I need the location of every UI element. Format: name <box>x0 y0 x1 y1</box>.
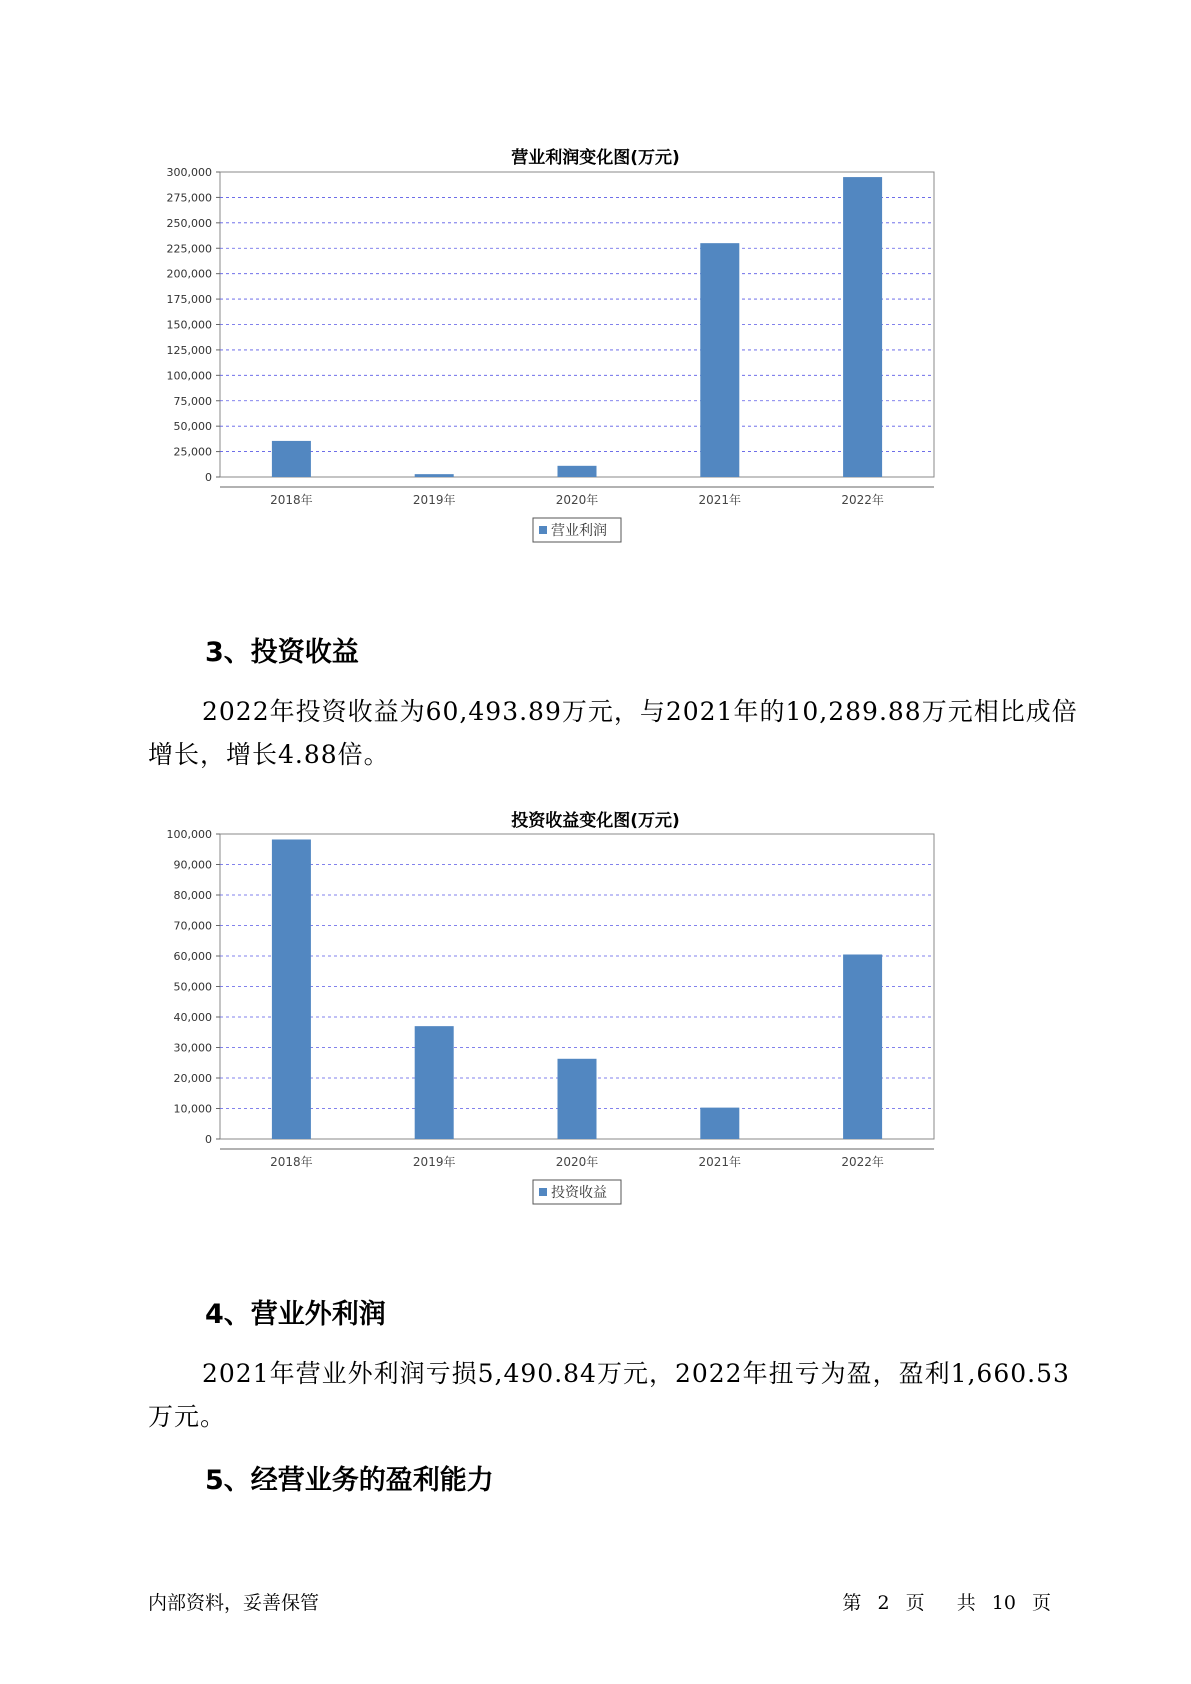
legend-label: 营业利润 <box>551 523 607 539</box>
y-tick-label: 20,000 <box>173 1072 212 1085</box>
y-tick-label: 70,000 <box>173 919 212 933</box>
operating-profit-chart <box>160 168 1020 588</box>
y-tick-label: 125,000 <box>166 343 212 357</box>
legend-label: 投资收益 <box>551 1185 607 1201</box>
bar-2022年 <box>843 177 882 477</box>
y-tick-label: 60,000 <box>173 950 212 963</box>
y-tick-label: 75,000 <box>173 394 212 408</box>
x-tick-label: 2020年 <box>555 1155 599 1169</box>
total-suffix: 页 <box>1031 1592 1051 1614</box>
operating-profit-chart-svg <box>160 168 1020 588</box>
y-tick-label: 100,000 <box>166 830 212 841</box>
section4-paragraph: 2021年营业外利润亏损5,490.84万元，2022年扭亏为盈，盈利1,660.53万元。 <box>148 1359 1070 1431</box>
section3-heading: 3、投资收益 <box>205 637 359 668</box>
x-tick-label: 2020年 <box>555 493 599 507</box>
bar-2022年 <box>843 954 882 1139</box>
total-pages: 10 <box>991 1592 1016 1614</box>
x-tick-label: 2022年 <box>841 493 884 507</box>
investment-income-chart <box>160 830 1020 1250</box>
y-tick-label: 175,000 <box>166 293 212 307</box>
page-prefix: 第 <box>842 1592 862 1614</box>
x-tick-label: 2021年 <box>698 493 742 507</box>
section3-paragraph: 2022年投资收益为60,493.89万元，与2021年的10,289.88万元相比成倍增长，增长4.88倍。 <box>148 697 1078 769</box>
y-tick-label: 90,000 <box>173 858 212 872</box>
footer-page-info <box>842 1588 1051 1615</box>
legend-swatch <box>539 1188 547 1196</box>
bar-2019年 <box>415 1026 454 1139</box>
y-tick-label: 150,000 <box>166 318 212 332</box>
y-tick-label: 250,000 <box>166 216 212 230</box>
bar-2020年 <box>558 1059 597 1139</box>
y-tick-label: 30,000 <box>173 1041 212 1055</box>
y-tick-label: 100,000 <box>166 369 212 383</box>
y-tick-label: 50,000 <box>173 420 212 434</box>
bar-2021年 <box>700 1108 739 1139</box>
x-tick-label: 2019年 <box>412 493 456 507</box>
page-suffix: 页 <box>905 1592 925 1614</box>
bar-2019年 <box>415 474 454 477</box>
y-tick-label: 225,000 <box>166 242 212 256</box>
bar-2021年 <box>700 243 739 477</box>
bar-2018年 <box>272 839 311 1139</box>
y-tick-label: 80,000 <box>173 889 212 902</box>
footer-confidential: 内部资料，妥善保管 <box>148 1592 320 1614</box>
y-tick-label: 200,000 <box>166 267 212 281</box>
page-number: 2 <box>877 1592 890 1614</box>
chart1-title: 营业利润变化图(万元) <box>511 148 680 168</box>
y-tick-label: 25,000 <box>173 445 212 459</box>
chart2-title: 投资收益变化图(万元) <box>511 811 680 831</box>
y-tick-label: 300,000 <box>166 168 212 179</box>
y-tick-label: 40,000 <box>173 1011 212 1024</box>
y-tick-label: 0 <box>205 1133 212 1146</box>
section4-heading: 4、营业外利润 <box>205 1299 386 1330</box>
x-tick-label: 2021年 <box>698 1155 742 1169</box>
x-tick-label: 2018年 <box>270 1155 313 1169</box>
y-tick-label: 10,000 <box>173 1102 212 1116</box>
investment-income-chart-svg <box>160 830 1020 1250</box>
x-tick-label: 2018年 <box>270 493 313 507</box>
x-tick-label: 2022年 <box>841 1155 884 1169</box>
total-prefix: 共 <box>956 1592 976 1614</box>
legend-swatch <box>539 526 547 534</box>
y-tick-label: 50,000 <box>173 980 212 994</box>
bar-2018年 <box>272 441 311 477</box>
x-tick-label: 2019年 <box>412 1155 456 1169</box>
y-tick-label: 275,000 <box>166 191 212 205</box>
y-tick-label: 0 <box>205 471 212 484</box>
bar-2020年 <box>558 466 597 477</box>
section5-heading: 5、经营业务的盈利能力 <box>205 1465 494 1496</box>
